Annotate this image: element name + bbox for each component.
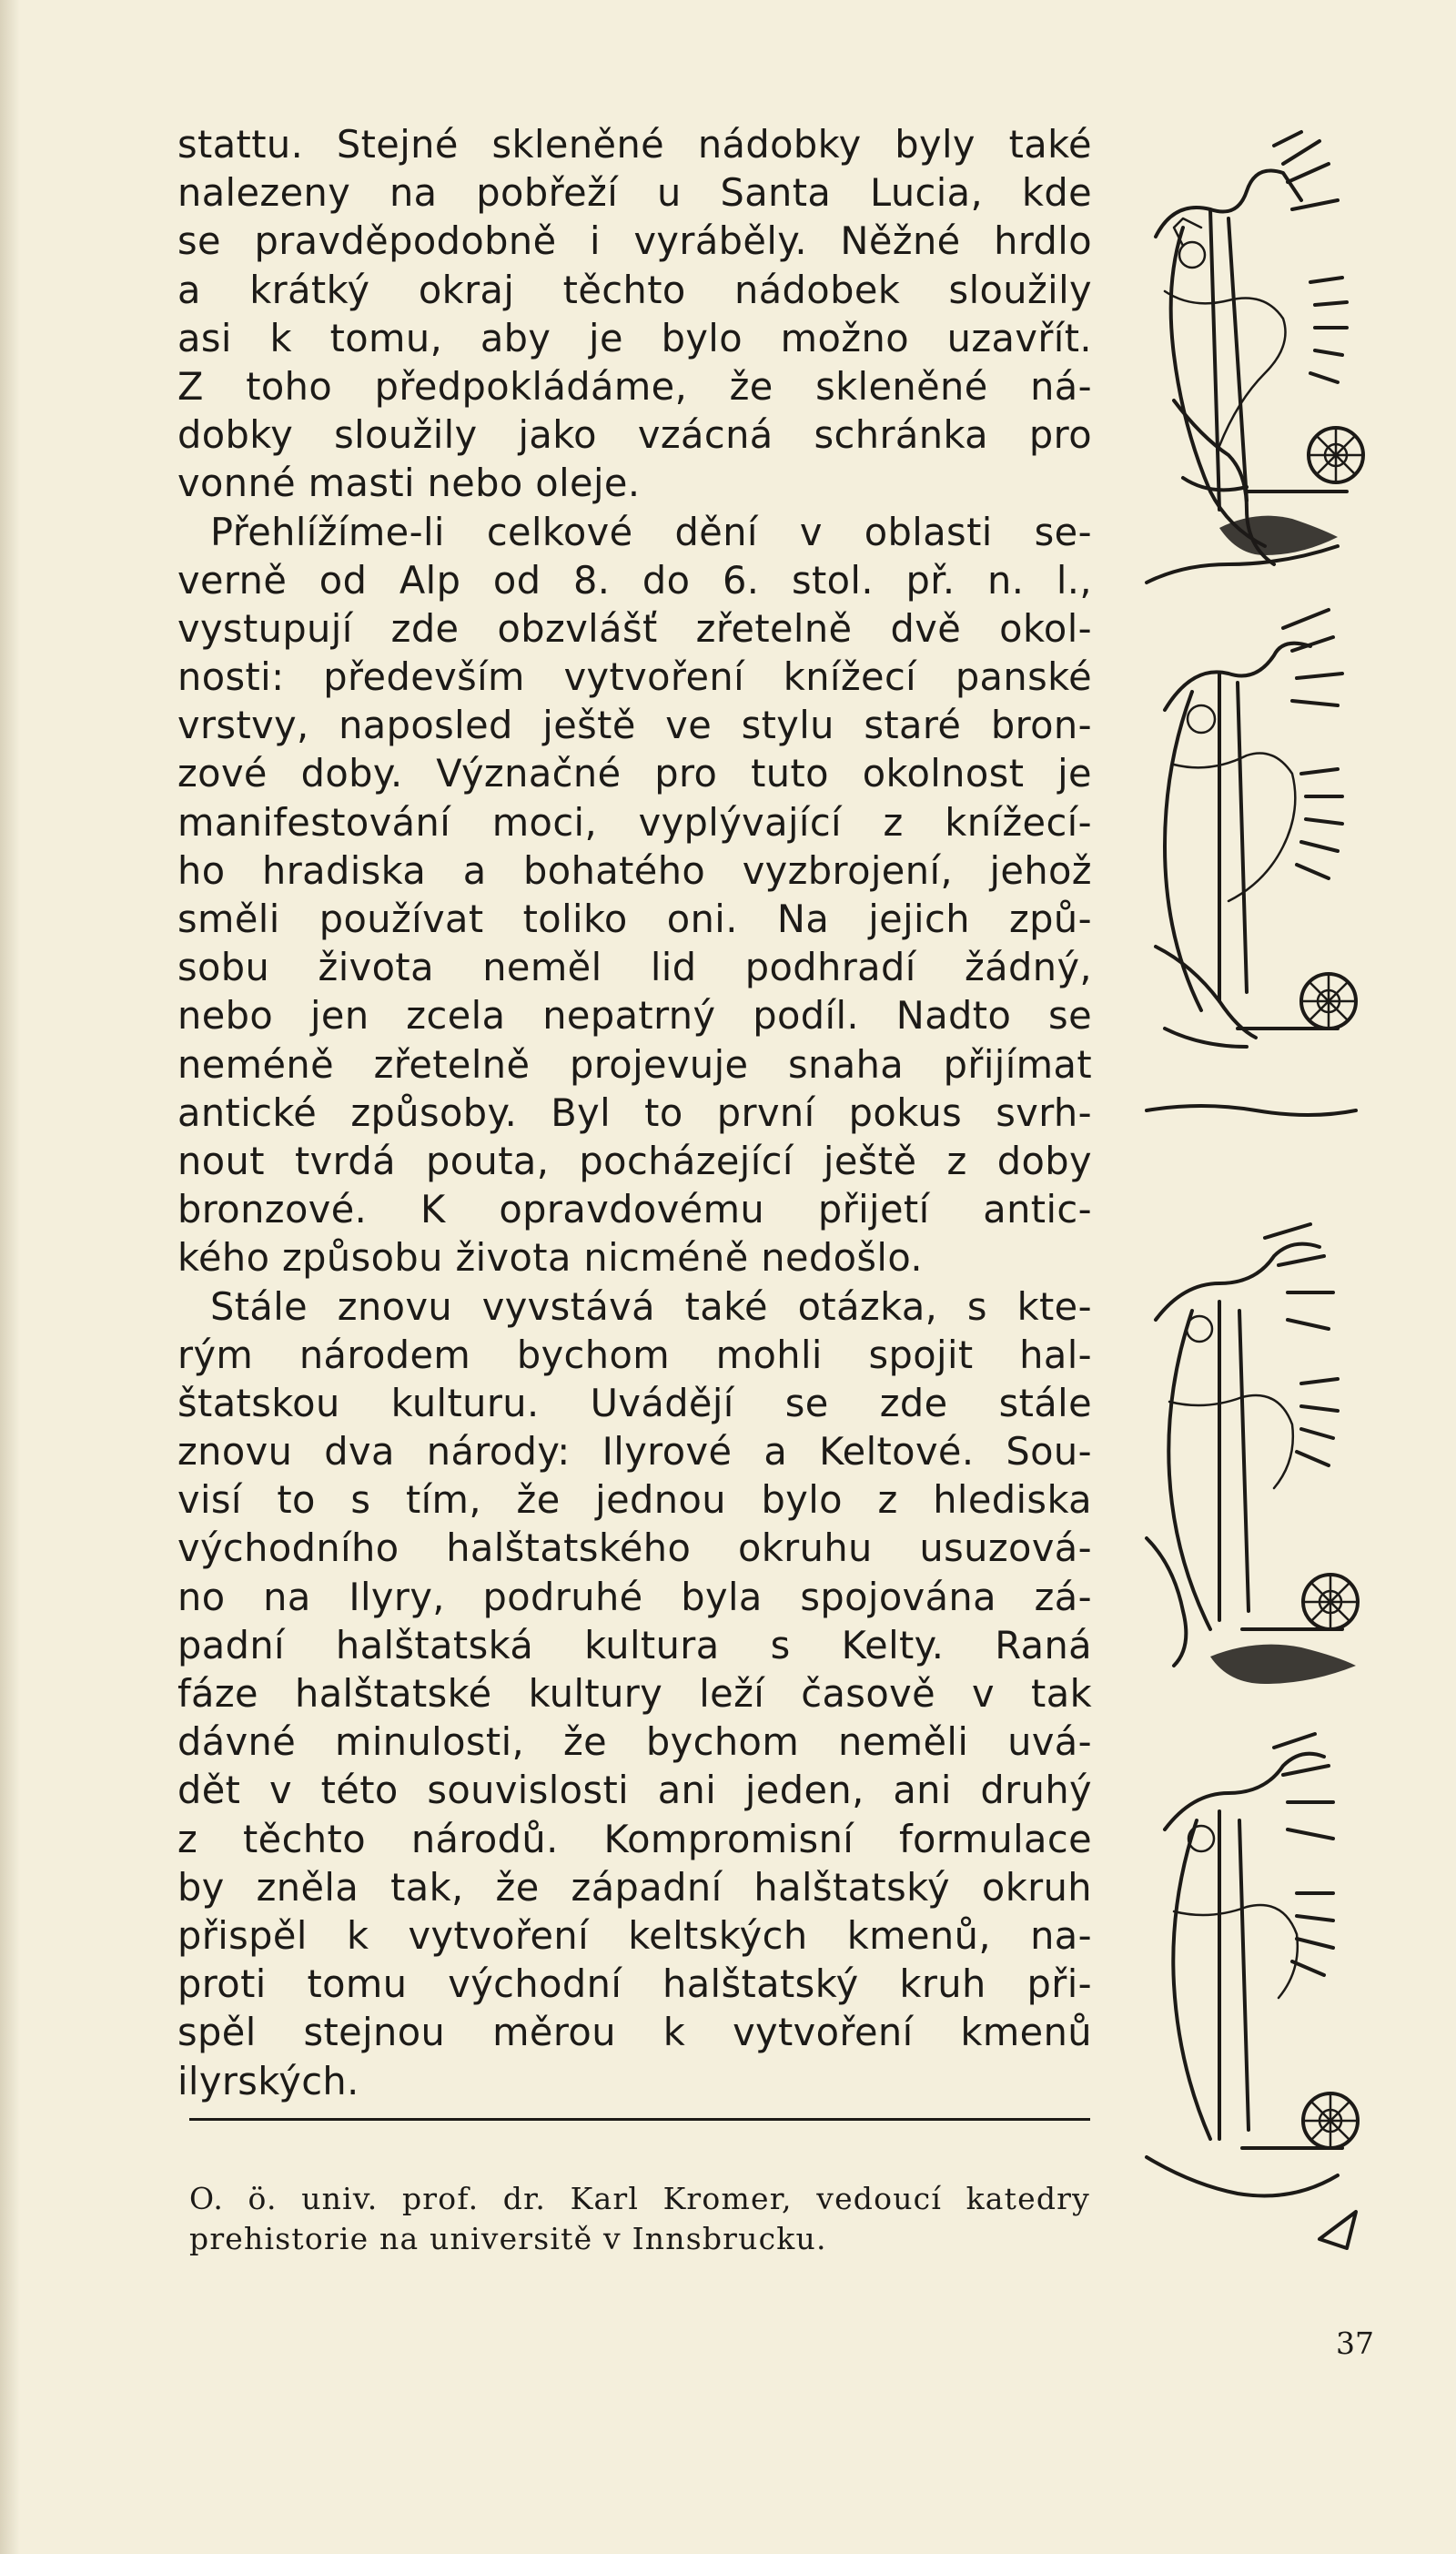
- body-line: vonné masti nebo oleje.: [177, 461, 641, 506]
- body-line: dobky sloužily jako vzácná schránka pro: [177, 412, 1092, 458]
- body-line: fáze halštatské kultury leží časově v tak: [177, 1671, 1092, 1716]
- body-line: směli používat toliko oni. Na jejich způ-: [177, 897, 1092, 941]
- body-line: Přehlížíme-li celkové dění v oblasti se-: [210, 509, 1092, 554]
- chariot-frieze-icon: [1128, 127, 1388, 2275]
- body-line: Stále znovu vyvstává také otázka, s kte-: [210, 1283, 1092, 1329]
- body-line: nalezeny na pobřeží u Santa Lucia, kde: [177, 170, 1092, 216]
- body-line: východního halštatského okruhu usuzová-: [177, 1525, 1092, 1571]
- body-line: padní halštatská kultura s Kelty. Raná: [177, 1622, 1092, 1667]
- body-line: asi k tomu, aby je bylo možno uzavřít.: [177, 315, 1092, 360]
- body-line: bronzové. K opravdovému přijetí antic-: [177, 1187, 1092, 1232]
- page-number: 37: [1336, 2326, 1374, 2361]
- footnote-line: O. ö. univ. prof. dr. Karl Kromer, vedoucí katedry: [189, 2181, 1090, 2216]
- body-line: antické způsoby. Byl to první pokus svrh-: [177, 1090, 1092, 1135]
- footnote-line: prehistorie na universitě v Innsbrucku.: [189, 2221, 827, 2256]
- body-line: nebo jen zcela nepatrný podíl. Nadto se: [177, 993, 1092, 1039]
- body-line: a krátký okraj těchto nádobek sloužily: [177, 267, 1092, 312]
- body-line: ho hradiska a bohatého vyzbrojení, jehož: [177, 847, 1092, 893]
- body-line: visí to s tím, že jednou bylo z hlediska: [177, 1477, 1092, 1523]
- body-line: spěl stejnou měrou k vytvoření kmenů: [177, 2010, 1092, 2055]
- body-line: sobu života neměl lid podhradí žádný,: [177, 945, 1092, 990]
- body-line: by zněla tak, že západní halštatský okruh: [177, 1864, 1092, 1910]
- body-line: vrstvy, naposled ještě ve stylu staré bron-: [177, 703, 1092, 748]
- body-line: ilyrských.: [177, 2058, 359, 2103]
- body-line: kého způsobu života nicméně nedošlo.: [177, 1235, 924, 1281]
- body-line: štatskou kulturu. Uvádějí se zde stále: [177, 1380, 1092, 1425]
- page-binding-edge: [0, 0, 20, 2554]
- body-line: nosti: především vytvoření knížecí panské: [177, 654, 1092, 700]
- body-line: proti tomu východní halštatský kruh při-: [177, 1961, 1092, 2007]
- chariot-scene-3: [1147, 1224, 1358, 1684]
- body-line: manifestování moci, vyplývající z knížecí-: [177, 799, 1092, 845]
- footnote-divider: [189, 2118, 1090, 2121]
- body-line: neméně zřetelně projevuje snaha přijímat: [177, 1041, 1092, 1087]
- body-line: dět v této souvislosti ani jeden, ani druhý: [177, 1768, 1092, 1813]
- body-line: vystupují zde obzvlášť zřetelně dvě okol-: [177, 605, 1092, 651]
- body-line: rým národem bychom mohli spojit hal-: [177, 1332, 1092, 1377]
- body-line: stattu. Stejné skleněné nádobky byly také: [177, 122, 1092, 167]
- body-line: přispěl k vytvoření keltských kmenů, na-: [177, 1912, 1092, 1958]
- chariot-scene-4: [1147, 1734, 1358, 2248]
- body-line: znovu dva národy: Ilyrové a Keltové. Sou-: [177, 1429, 1092, 1475]
- body-line: Z toho předpokládáme, že skleněné ná-: [177, 363, 1092, 409]
- body-line: z těchto národů. Kompromisní formulace: [177, 1816, 1092, 1861]
- chariot-scene-2: [1147, 610, 1356, 1115]
- author-footnote: [189, 2179, 1090, 2259]
- article-body: [177, 120, 1092, 2105]
- body-line: zové doby. Význačné pro tuto okolnost je: [177, 751, 1092, 796]
- body-line: dávné minulosti, že bychom neměli uvá-: [177, 1719, 1092, 1765]
- chariot-scene-1: [1147, 132, 1363, 583]
- body-line: verně od Alp od 8. do 6. stol. př. n. l.,: [177, 557, 1092, 603]
- body-line: se pravděpodobně i vyráběly. Něžné hrdlo: [177, 218, 1092, 264]
- body-line: nout tvrdá pouta, pocházející ještě z doby: [177, 1138, 1092, 1183]
- body-line: no na Ilyry, podruhé byla spojována zá-: [177, 1574, 1092, 1619]
